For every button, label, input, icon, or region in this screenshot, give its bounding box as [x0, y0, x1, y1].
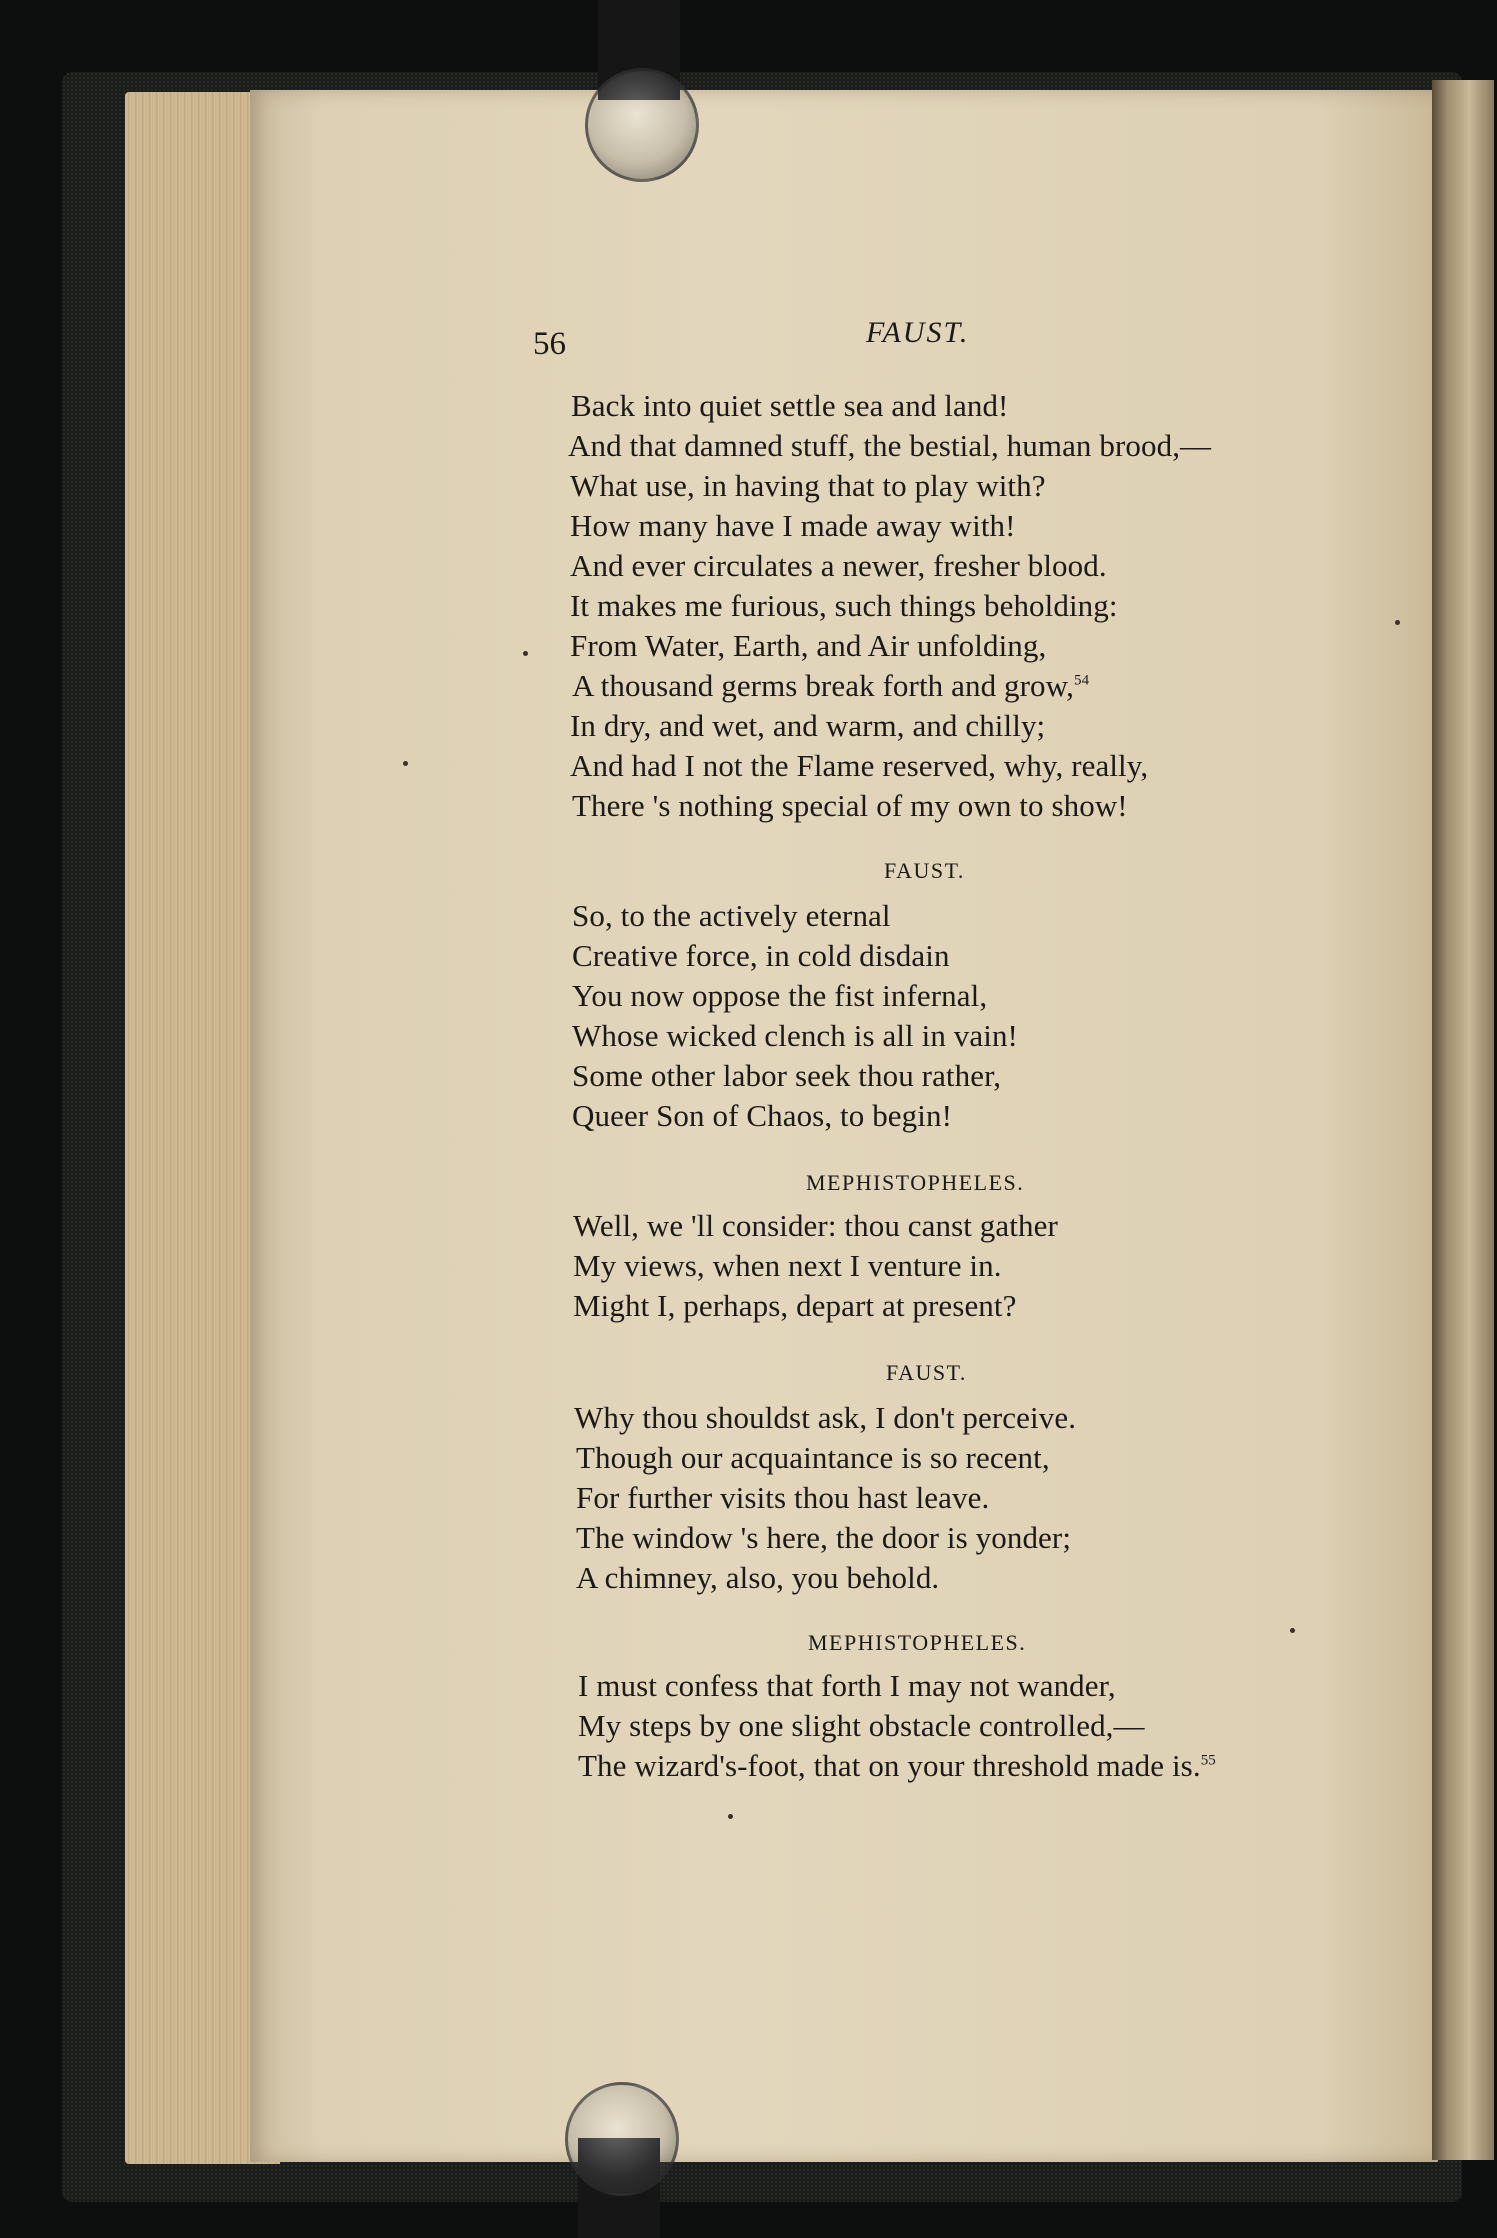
- paper-speck: [728, 1814, 733, 1819]
- verse-line: My views, when next I venture in.: [573, 1248, 1002, 1283]
- verse-line: My steps by one slight obstacle controlled,—: [578, 1708, 1145, 1743]
- verse-line: Might I, perhaps, depart at present?: [573, 1288, 1017, 1323]
- verse-line: Whose wicked clench is all in vain!: [572, 1018, 1018, 1053]
- verse-line: Creative force, in cold disdain: [572, 938, 950, 973]
- verse-line: [572, 668, 1089, 704]
- verse-line: And that damned stuff, the bestial, human brood,—: [568, 428, 1212, 463]
- verse-line: Some other labor seek thou rather,: [572, 1058, 1002, 1093]
- paper-speck: [403, 761, 408, 766]
- verse-line: So, to the actively eternal: [572, 898, 891, 933]
- paper-speck: [1395, 620, 1400, 625]
- speaker-heading: MEPHISTOPHELES.: [808, 1630, 1027, 1655]
- verse-line: Queer Son of Chaos, to begin!: [572, 1098, 953, 1133]
- verse-line: Back into quiet settle sea and land!: [571, 388, 1009, 423]
- speaker-heading: FAUST.: [884, 858, 965, 883]
- verse-line: In dry, and wet, and warm, and chilly;: [570, 708, 1046, 743]
- verse-line: Why thou shouldst ask, I don't perceive.: [574, 1400, 1077, 1435]
- paper-speck: [1290, 1628, 1295, 1633]
- verse-line-text: The wizard's-foot, that on your threshold made is.: [578, 1748, 1201, 1783]
- running-title: FAUST.: [866, 316, 970, 349]
- verse-line: How many have I made away with!: [570, 508, 1016, 543]
- verse-line: There 's nothing special of my own to show!: [572, 788, 1128, 823]
- verse-line: The window 's here, the door is yonder;: [576, 1520, 1072, 1555]
- speaker-heading: MEPHISTOPHELES.: [806, 1170, 1025, 1195]
- verse-line: A chimney, also, you behold.: [576, 1560, 940, 1595]
- footnote-ref: 55: [1200, 1752, 1216, 1769]
- verse-line: I must confess that forth I may not wander,: [578, 1668, 1116, 1703]
- verse-line: Though our acquaintance is so recent,: [576, 1440, 1050, 1475]
- verse-line: What use, in having that to play with?: [570, 468, 1046, 503]
- footnote-ref: 54: [1073, 672, 1090, 689]
- verse-line: You now oppose the fist infernal,: [572, 978, 988, 1013]
- verse-line: It makes me furious, such things beholding:: [570, 588, 1118, 623]
- verse-line: For further visits thou hast leave.: [576, 1480, 990, 1515]
- verse-line: And ever circulates a newer, fresher blood.: [570, 548, 1107, 583]
- verse-line-text: A thousand germs break forth and grow,: [572, 668, 1074, 703]
- verse-line: [578, 1748, 1216, 1784]
- page-number: 56: [533, 326, 566, 362]
- verse-line: And had I not the Flame reserved, why, really,: [570, 748, 1149, 783]
- verse-line: Well, we 'll consider: thou canst gather: [573, 1208, 1058, 1243]
- paper-speck: [523, 651, 528, 656]
- verse-line: From Water, Earth, and Air unfolding,: [570, 628, 1047, 663]
- speaker-heading: FAUST.: [886, 1360, 967, 1385]
